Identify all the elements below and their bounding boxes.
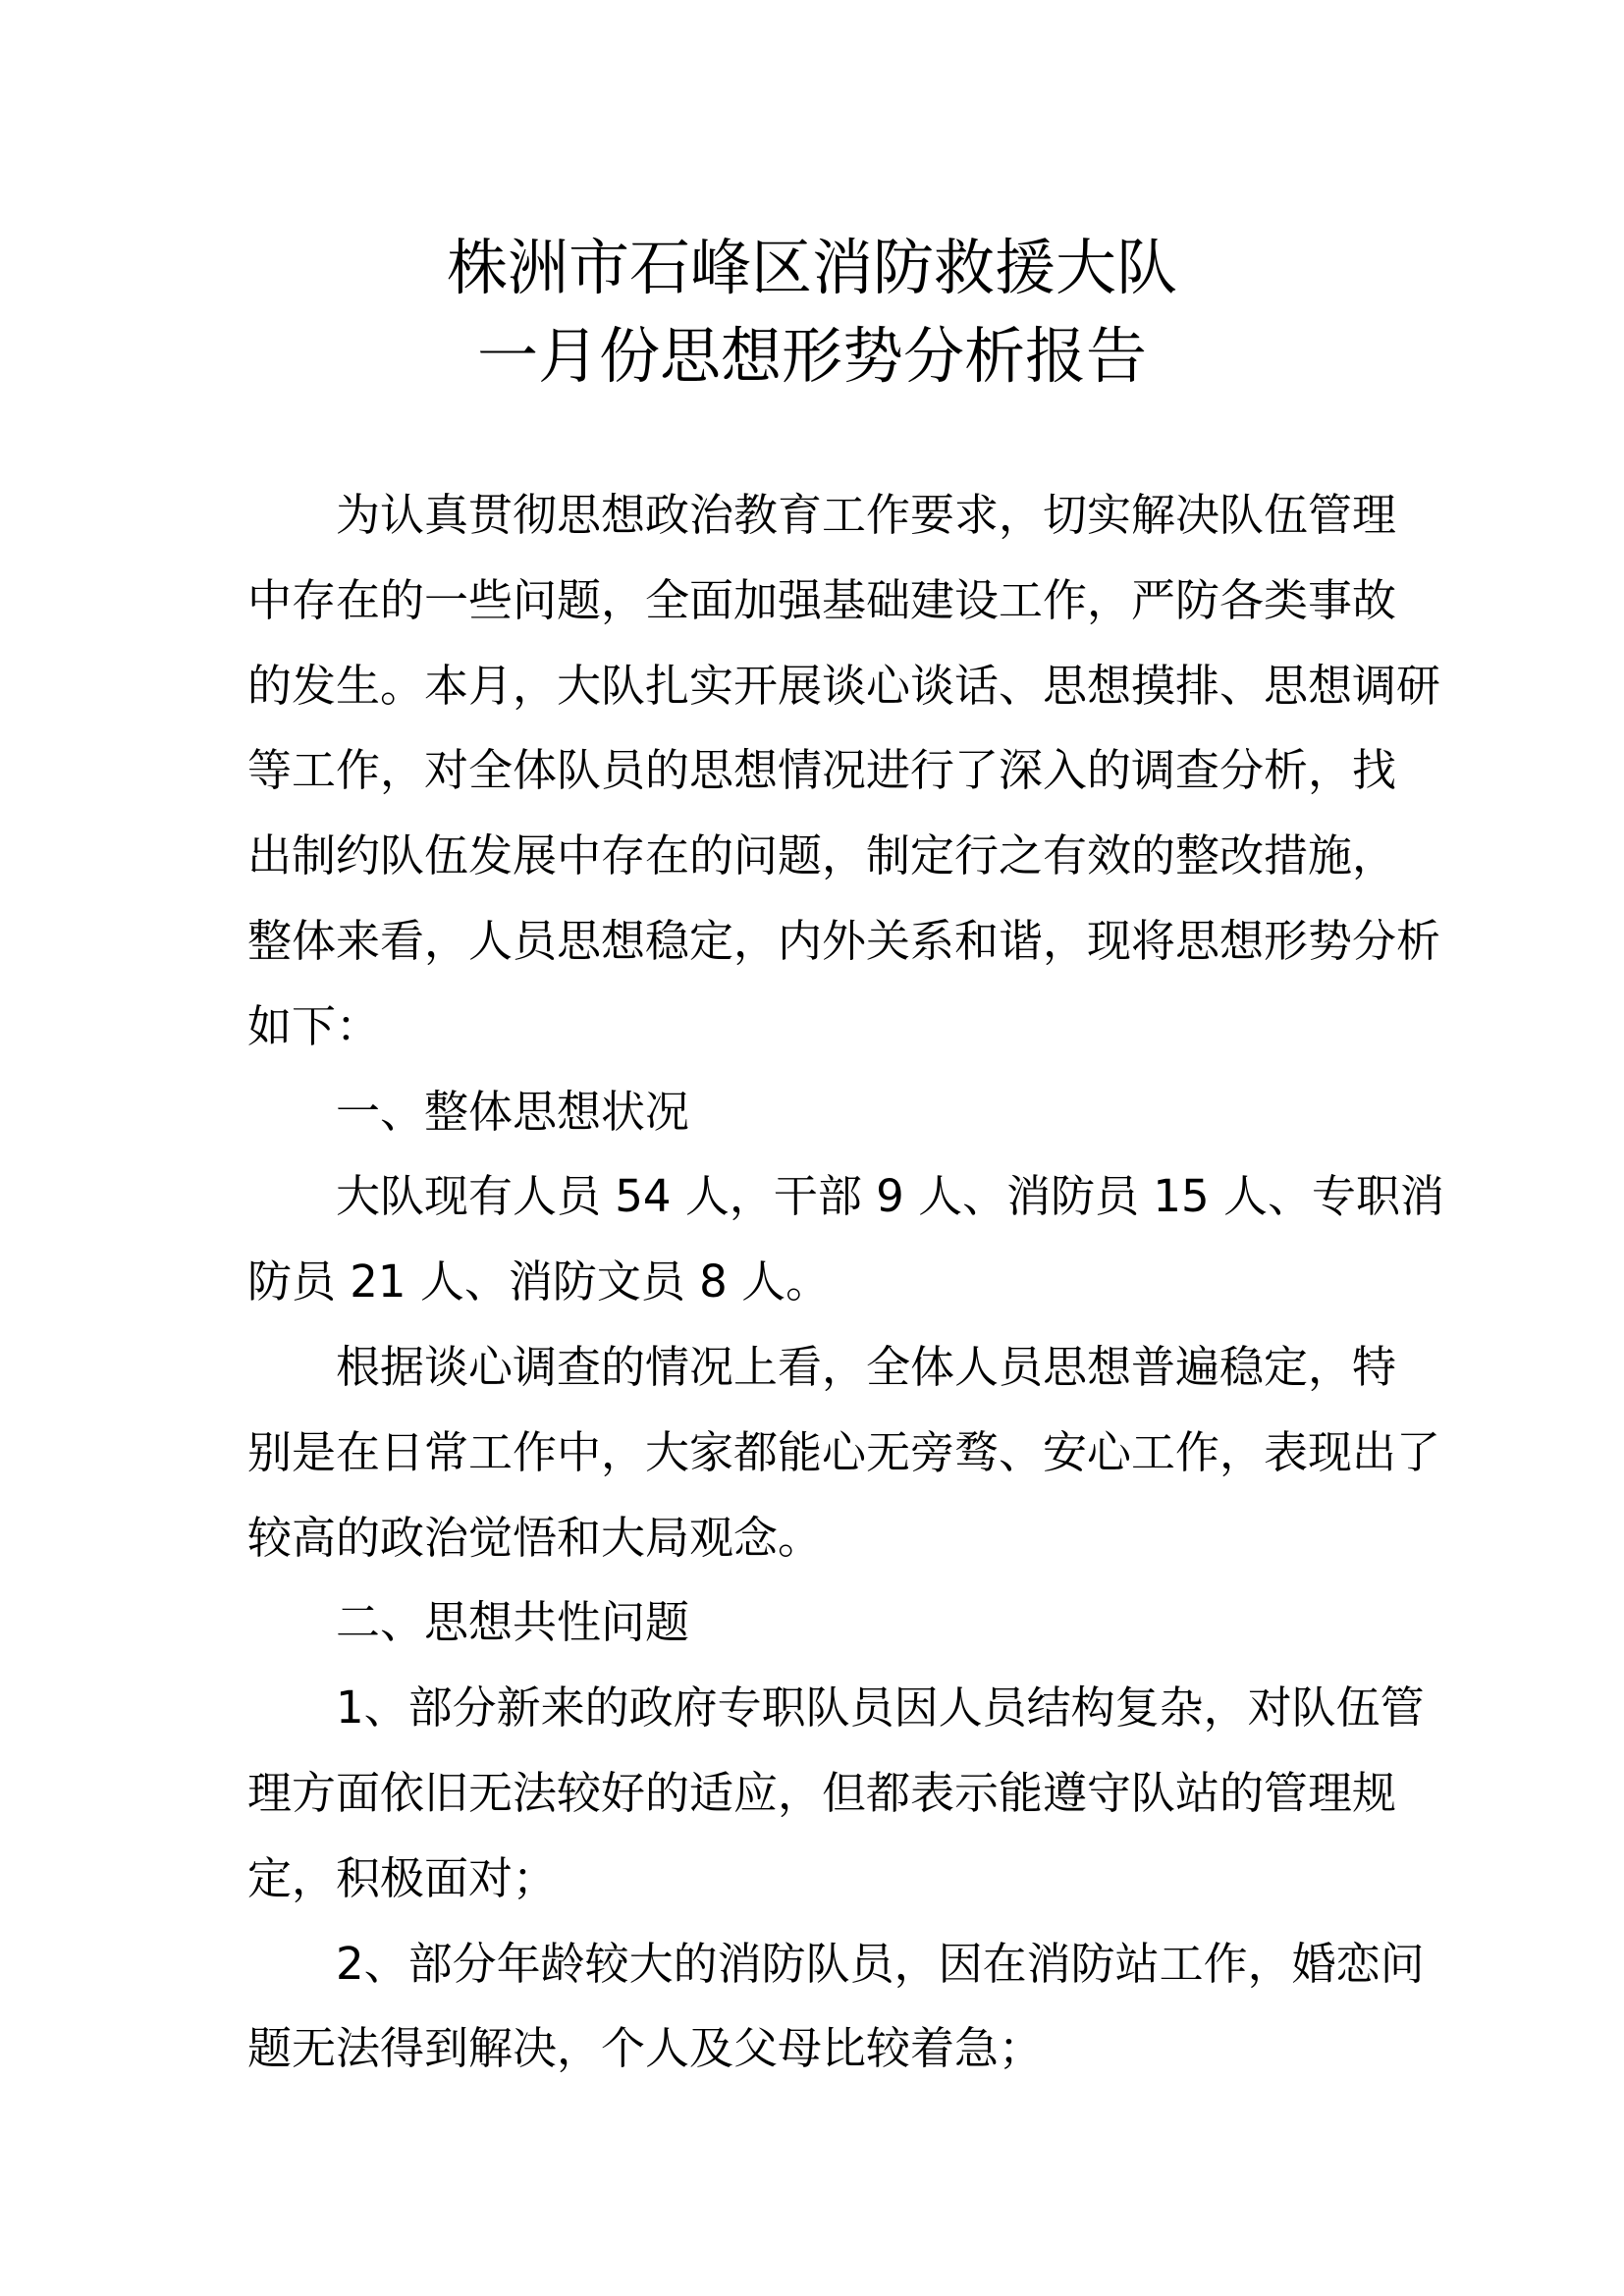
text-line: 等工作，对全体队员的思想情况进行了深入的调查分析，找	[247, 744, 1397, 797]
document-body	[247, 473, 1444, 2092]
paragraph	[247, 473, 1441, 1070]
paragraph	[247, 1154, 1444, 1325]
text-line: 2、部分年龄较大的消防队员，因在消防站工作，婚恋问	[336, 1937, 1425, 1990]
text-line: 的发生。本月，大队扎实开展谈心谈话、思想摸排、思想调研	[247, 659, 1441, 712]
paragraph	[247, 1666, 1425, 1921]
text-line: 根据谈心调查的情况上看，全体人员思想普遍稳定，特	[336, 1340, 1397, 1393]
text-line: 理方面依旧无法较好的适应，但都表示能遵守队站的管理规	[247, 1766, 1397, 1819]
paragraph	[247, 1325, 1441, 1580]
text-line: 中存在的一些问题，全面加强基础建设工作，严防各类事故	[247, 573, 1397, 626]
text-line: 题无法得到解决，个人及父母比较着急；	[247, 2022, 1044, 2075]
text-line: 为认真贯彻思想政治教育工作要求，切实解决队伍管理	[336, 489, 1397, 541]
paragraph	[247, 1922, 1425, 2093]
text-line: 出制约队伍发展中存在的问题，制定行之有效的整改措施，	[247, 829, 1397, 882]
document-title	[0, 224, 1624, 400]
paragraph	[247, 1580, 1384, 1666]
text-line: 1、部分新来的政府专职队员因人员结构复杂，对队伍管	[336, 1682, 1425, 1735]
text-line: 大队现有人员 54 人，干部 9 人、消防员 15 人、专职消	[336, 1170, 1444, 1223]
text-line: 防员 21 人、消防文员 8 人。	[247, 1255, 831, 1308]
text-line: 一、整体思想状况	[336, 1085, 690, 1138]
text-line: 别是在日常工作中，大家都能心无旁骛、安心工作，表现出了	[247, 1425, 1441, 1478]
text-line: 如下：	[247, 999, 381, 1052]
text-line: 定，积极面对；	[247, 1851, 558, 1904]
title-line-1: 株洲市石峰区消防救援大队	[446, 232, 1177, 303]
text-line: 较高的政治觉悟和大局观念。	[247, 1511, 823, 1564]
title-line-2: 一月份思想形势分析报告	[476, 320, 1147, 392]
text-line: 整体来看，人员思想稳定，内外关系和谐，现将思想形势分析	[247, 914, 1441, 967]
paragraph	[247, 1070, 1384, 1155]
text-line: 二、思想共性问题	[336, 1596, 690, 1649]
